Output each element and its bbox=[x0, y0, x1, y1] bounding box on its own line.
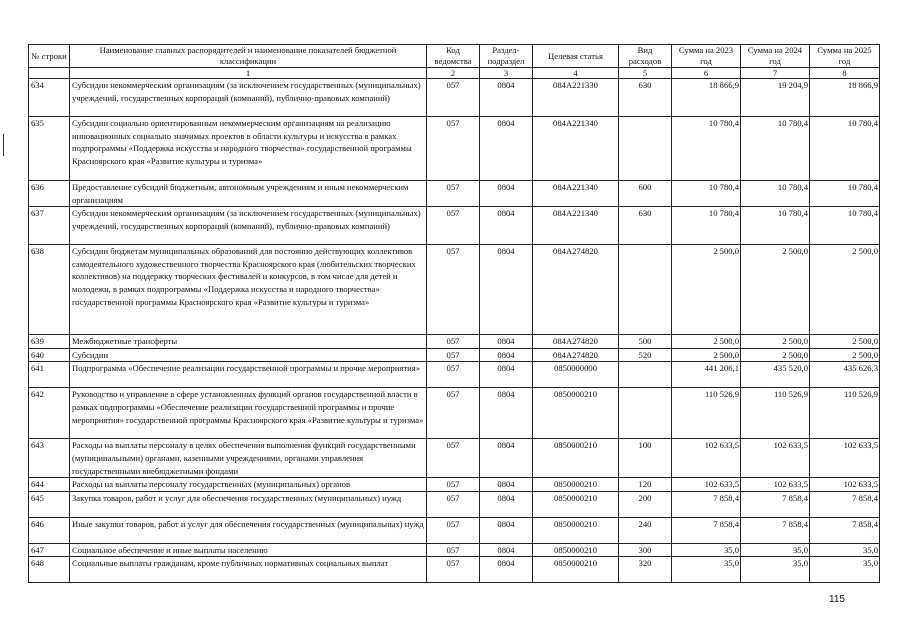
row-sum-2023: 102 633,5 bbox=[672, 439, 741, 478]
row-code: 057 bbox=[427, 348, 480, 362]
row-type bbox=[619, 362, 672, 388]
column-number: 2 bbox=[427, 68, 480, 79]
row-code: 057 bbox=[427, 362, 480, 388]
table-row bbox=[29, 181, 880, 207]
column-number: 6 bbox=[672, 68, 741, 79]
row-sum-2025: 110 526,9 bbox=[810, 388, 880, 439]
row-sum-2025: 10 780,4 bbox=[810, 207, 880, 245]
row-sum-2023: 35,0 bbox=[672, 557, 741, 583]
header-sum-2023: Сумма на 2023 год bbox=[672, 45, 741, 68]
row-type: 320 bbox=[619, 557, 672, 583]
row-name: Расходы на выплаты персоналу государственных (муниципальных) органов bbox=[70, 478, 427, 492]
row-sum-2024: 2 500,0 bbox=[741, 245, 810, 335]
row-name: Субсидии некоммерческим организациям (за исключением государственных (муниципальных) учреждений, государственных корпораций (компаний), публично-правовых компаний) bbox=[70, 207, 427, 245]
row-type bbox=[619, 117, 672, 181]
row-name: Межбюджетные трансферты bbox=[70, 335, 427, 349]
header-code: Код ведомства bbox=[427, 45, 480, 68]
column-number: 7 bbox=[741, 68, 810, 79]
row-sum-2025: 35,0 bbox=[810, 557, 880, 583]
header-sum-2024: Сумма на 2024 год bbox=[741, 45, 810, 68]
column-number-empty bbox=[29, 68, 70, 79]
row-target: 0850000210 bbox=[533, 478, 619, 492]
row-sum-2025: 10 780,4 bbox=[810, 181, 880, 207]
row-number: 638 bbox=[29, 245, 70, 335]
row-name: Руководство и управление в сфере установленных функций органов государственной власти в рамках подпрограммы «Обеспечение реализации государственной программы и прочие мероприятия» государственной программы Красноярского края «Развитие культуры и туризма» bbox=[70, 388, 427, 439]
row-sum-2023: 102 633,5 bbox=[672, 478, 741, 492]
row-section: 0804 bbox=[480, 207, 533, 245]
table-row bbox=[29, 439, 880, 478]
row-name: Субсидии социально ориентированным некоммерческим организациям на реализацию инновационных социально значимых проектов в области культуры и искусства в рамках подпрограммы «Поддержка искусства и народного творчества» государственной программы Красноярского края «Развитие культуры и туризма» bbox=[70, 117, 427, 181]
row-target: 0850000210 bbox=[533, 439, 619, 478]
row-sum-2024: 10 780,4 bbox=[741, 117, 810, 181]
table-row bbox=[29, 79, 880, 117]
row-target: 0850000210 bbox=[533, 491, 619, 517]
row-section: 0804 bbox=[480, 117, 533, 181]
margin-mark bbox=[3, 134, 4, 156]
column-number: 8 bbox=[810, 68, 880, 79]
table-row bbox=[29, 491, 880, 517]
table-row bbox=[29, 557, 880, 583]
row-number: 645 bbox=[29, 491, 70, 517]
row-target: 084А221340 bbox=[533, 117, 619, 181]
table-row bbox=[29, 517, 880, 543]
row-code: 057 bbox=[427, 388, 480, 439]
row-type: 630 bbox=[619, 79, 672, 117]
row-type: 630 bbox=[619, 207, 672, 245]
row-sum-2023: 35,0 bbox=[672, 543, 741, 557]
row-type: 120 bbox=[619, 478, 672, 492]
row-number: 641 bbox=[29, 362, 70, 388]
table-row bbox=[29, 207, 880, 245]
row-section: 0804 bbox=[480, 491, 533, 517]
table-row bbox=[29, 348, 880, 362]
row-sum-2024: 102 633,5 bbox=[741, 439, 810, 478]
header-sum-2025: Сумма на 2025 год bbox=[810, 45, 880, 68]
table-row bbox=[29, 362, 880, 388]
row-name: Расходы на выплаты персоналу в целях обеспечения выполнения функций государственными (муниципальными) органами, казенными учреждениями, органами управления государственными внебюджетными фондами bbox=[70, 439, 427, 478]
row-type: 500 bbox=[619, 335, 672, 349]
row-target: 084А221330 bbox=[533, 79, 619, 117]
row-type: 300 bbox=[619, 543, 672, 557]
row-type: 600 bbox=[619, 181, 672, 207]
row-section: 0804 bbox=[480, 478, 533, 492]
row-target: 0850000000 bbox=[533, 362, 619, 388]
row-name: Подпрограмма «Обеспечение реализации государственной программы и прочие мероприятия» bbox=[70, 362, 427, 388]
row-target: 084А221340 bbox=[533, 207, 619, 245]
row-type bbox=[619, 245, 672, 335]
row-sum-2025: 2 500,0 bbox=[810, 348, 880, 362]
row-number: 637 bbox=[29, 207, 70, 245]
row-sum-2023: 441 206,1 bbox=[672, 362, 741, 388]
row-name: Социальное обеспечение и иные выплаты населению bbox=[70, 543, 427, 557]
row-name: Субсидии бюджетам муниципальных образований для постоянно действующих коллективов самодеятельного художественного творчества Красноярского края (любительских творческих коллективов) на поддержку творческих фестивалей и конкурсов, в том числе для детей и молодежи, в рамках подпрограммы «Поддержка искусства и народного творчества» государственной программы Красноярского края «Развитие культуры и туризма» bbox=[70, 245, 427, 335]
row-number: 636 bbox=[29, 181, 70, 207]
row-section: 0804 bbox=[480, 79, 533, 117]
row-section: 0804 bbox=[480, 181, 533, 207]
row-type: 100 bbox=[619, 439, 672, 478]
row-number: 634 bbox=[29, 79, 70, 117]
row-section: 0804 bbox=[480, 557, 533, 583]
row-code: 057 bbox=[427, 478, 480, 492]
row-section: 0804 bbox=[480, 335, 533, 349]
row-section: 0804 bbox=[480, 362, 533, 388]
row-sum-2023: 10 780,4 bbox=[672, 207, 741, 245]
column-number-row bbox=[29, 68, 880, 79]
header-section: Раздел-подраздел bbox=[480, 45, 533, 68]
column-number: 4 bbox=[533, 68, 619, 79]
row-section: 0804 bbox=[480, 439, 533, 478]
table-row bbox=[29, 117, 880, 181]
row-section: 0804 bbox=[480, 348, 533, 362]
row-sum-2025: 102 633,5 bbox=[810, 478, 880, 492]
row-sum-2024: 435 520,0 bbox=[741, 362, 810, 388]
row-name: Субсидии bbox=[70, 348, 427, 362]
table-row bbox=[29, 335, 880, 349]
row-sum-2023: 7 858,4 bbox=[672, 517, 741, 543]
table-row bbox=[29, 388, 880, 439]
row-code: 057 bbox=[427, 439, 480, 478]
row-code: 057 bbox=[427, 117, 480, 181]
column-number: 1 bbox=[70, 68, 427, 79]
row-section: 0804 bbox=[480, 245, 533, 335]
row-name: Иные закупки товаров, работ и услуг для обеспечения государственных (муниципальных) нужд bbox=[70, 517, 427, 543]
header-type: Вид расходов bbox=[619, 45, 672, 68]
row-number: 643 bbox=[29, 439, 70, 478]
row-target: 084А221340 bbox=[533, 181, 619, 207]
row-sum-2024: 10 780,4 bbox=[741, 181, 810, 207]
page-number: 115 bbox=[829, 594, 845, 605]
row-sum-2024: 2 500,0 bbox=[741, 348, 810, 362]
row-sum-2023: 18 866,9 bbox=[672, 79, 741, 117]
row-sum-2024: 19 204,9 bbox=[741, 79, 810, 117]
row-sum-2025: 7 858,4 bbox=[810, 517, 880, 543]
row-sum-2023: 2 500,0 bbox=[672, 348, 741, 362]
row-name: Субсидии некоммерческим организациям (за исключением государственных (муниципальных) учреждений, государственных корпораций (компаний), публично-правовых компаний) bbox=[70, 79, 427, 117]
row-sum-2024: 7 858,4 bbox=[741, 491, 810, 517]
row-name: Предоставление субсидий бюджетным, автономным учреждениям и иным некоммерческим организациям bbox=[70, 181, 427, 207]
row-target: 084А274820 bbox=[533, 245, 619, 335]
row-number: 648 bbox=[29, 557, 70, 583]
row-type: 240 bbox=[619, 517, 672, 543]
row-sum-2025: 35,0 bbox=[810, 543, 880, 557]
row-sum-2024: 35,0 bbox=[741, 557, 810, 583]
row-name: Социальные выплаты гражданам, кроме публичных нормативных социальных выплат bbox=[70, 557, 427, 583]
row-sum-2025: 2 500,0 bbox=[810, 335, 880, 349]
row-sum-2025: 18 866,9 bbox=[810, 79, 880, 117]
table-row bbox=[29, 543, 880, 557]
row-sum-2024: 7 858,4 bbox=[741, 517, 810, 543]
budget-table bbox=[28, 44, 880, 583]
row-sum-2023: 10 780,4 bbox=[672, 117, 741, 181]
row-target: 084А274820 bbox=[533, 348, 619, 362]
row-code: 057 bbox=[427, 245, 480, 335]
row-code: 057 bbox=[427, 79, 480, 117]
row-target: 0850000210 bbox=[533, 543, 619, 557]
row-code: 057 bbox=[427, 543, 480, 557]
row-target: 0850000210 bbox=[533, 517, 619, 543]
row-sum-2024: 35,0 bbox=[741, 543, 810, 557]
header-row bbox=[29, 45, 880, 68]
row-number: 647 bbox=[29, 543, 70, 557]
column-number: 3 bbox=[480, 68, 533, 79]
column-number: 5 bbox=[619, 68, 672, 79]
budget-table-container bbox=[28, 44, 880, 583]
row-section: 0804 bbox=[480, 543, 533, 557]
row-sum-2024: 110 526,9 bbox=[741, 388, 810, 439]
row-code: 057 bbox=[427, 557, 480, 583]
row-code: 057 bbox=[427, 207, 480, 245]
row-sum-2023: 7 858,4 bbox=[672, 491, 741, 517]
row-sum-2025: 10 780,4 bbox=[810, 117, 880, 181]
row-number: 644 bbox=[29, 478, 70, 492]
row-sum-2023: 2 500,0 bbox=[672, 245, 741, 335]
row-type bbox=[619, 388, 672, 439]
row-number: 635 bbox=[29, 117, 70, 181]
row-code: 057 bbox=[427, 335, 480, 349]
row-code: 057 bbox=[427, 491, 480, 517]
row-name: Закупка товаров, работ и услуг для обеспечения государственных (муниципальных) нужд bbox=[70, 491, 427, 517]
row-number: 646 bbox=[29, 517, 70, 543]
row-sum-2023: 2 500,0 bbox=[672, 335, 741, 349]
table-row bbox=[29, 478, 880, 492]
header-no: № строки bbox=[29, 45, 70, 68]
row-target: 0850000210 bbox=[533, 557, 619, 583]
row-sum-2024: 10 780,4 bbox=[741, 207, 810, 245]
row-sum-2025: 435 626,3 bbox=[810, 362, 880, 388]
row-sum-2025: 7 858,4 bbox=[810, 491, 880, 517]
row-section: 0804 bbox=[480, 388, 533, 439]
row-sum-2023: 110 526,9 bbox=[672, 388, 741, 439]
row-sum-2024: 2 500,0 bbox=[741, 335, 810, 349]
header-target: Целевая статья bbox=[533, 45, 619, 68]
row-sum-2025: 102 633,5 bbox=[810, 439, 880, 478]
row-sum-2025: 2 500,0 bbox=[810, 245, 880, 335]
row-type: 520 bbox=[619, 348, 672, 362]
row-target: 084А274820 bbox=[533, 335, 619, 349]
row-target: 0850000210 bbox=[533, 388, 619, 439]
row-number: 642 bbox=[29, 388, 70, 439]
row-number: 639 bbox=[29, 335, 70, 349]
row-sum-2023: 10 780,4 bbox=[672, 181, 741, 207]
table-row bbox=[29, 245, 880, 335]
row-sum-2024: 102 633,5 bbox=[741, 478, 810, 492]
row-type: 200 bbox=[619, 491, 672, 517]
row-code: 057 bbox=[427, 517, 480, 543]
row-section: 0804 bbox=[480, 517, 533, 543]
row-number: 640 bbox=[29, 348, 70, 362]
header-name: Наименование главных распорядителей и наименование показателей бюджетной классификации bbox=[70, 45, 427, 68]
row-code: 057 bbox=[427, 181, 480, 207]
